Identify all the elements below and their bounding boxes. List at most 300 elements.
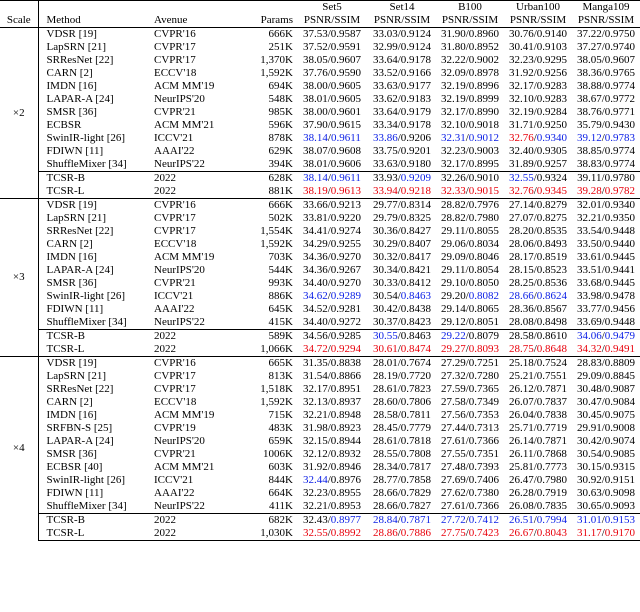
metric-set14 bbox=[368, 225, 436, 238]
metric-manga109 bbox=[572, 474, 640, 487]
psnr-value: 34.32 bbox=[576, 343, 602, 355]
psnr-value: 30.55 bbox=[372, 330, 398, 342]
metric-set14 bbox=[368, 277, 436, 290]
metric-set5 bbox=[296, 212, 368, 225]
table-row bbox=[0, 448, 640, 461]
ssim-value: 0.7829 bbox=[400, 487, 432, 499]
metric-set14 bbox=[368, 316, 436, 330]
metric-separator: / bbox=[601, 357, 605, 369]
ssim-value: 0.9008 bbox=[604, 422, 636, 434]
metric-separator: / bbox=[327, 251, 331, 263]
metric-separator: / bbox=[533, 119, 537, 131]
metric-separator: / bbox=[601, 172, 605, 184]
metric-separator: / bbox=[533, 67, 537, 79]
ssim-value: 0.7808 bbox=[400, 448, 432, 460]
metric-b100 bbox=[436, 106, 504, 119]
metric-set14 bbox=[368, 487, 436, 500]
ssim-value: 0.7994 bbox=[536, 514, 568, 526]
metric-separator: / bbox=[397, 500, 401, 512]
table-header bbox=[0, 1, 640, 28]
metric-separator: / bbox=[327, 41, 331, 53]
metric-separator: / bbox=[327, 435, 331, 447]
ssim-value: 0.9613 bbox=[330, 185, 362, 197]
metric-set5 bbox=[296, 500, 368, 514]
method-name: IMDN [16] bbox=[46, 80, 97, 92]
psnr-value: 32.17 bbox=[302, 383, 328, 395]
psnr-value: 34.29 bbox=[302, 238, 328, 250]
psnr-value: 33.86 bbox=[372, 132, 398, 144]
ssim-value: 0.8948 bbox=[330, 409, 362, 421]
ssim-value: 0.9345 bbox=[536, 185, 568, 197]
metric-b100 bbox=[436, 474, 504, 487]
ssim-value: 0.7366 bbox=[468, 435, 500, 447]
ssim-value: 0.9305 bbox=[536, 145, 568, 157]
method-name: IMDN [16] bbox=[46, 409, 97, 421]
metric-urban100 bbox=[504, 330, 572, 344]
metric-urban100 bbox=[504, 158, 572, 172]
ssim-value: 0.9124 bbox=[400, 41, 432, 53]
metric-separator: / bbox=[397, 28, 401, 40]
metric-manga109 bbox=[572, 238, 640, 251]
header-metric-set5: PSNR/SSIM bbox=[296, 14, 368, 28]
psnr-value: 27.61 bbox=[440, 500, 466, 512]
ssim-value: 0.8421 bbox=[400, 264, 432, 276]
method-name: TCSR-L bbox=[46, 343, 85, 355]
metric-separator: / bbox=[465, 251, 469, 263]
ssim-value: 0.7423 bbox=[468, 527, 500, 539]
metric-set14 bbox=[368, 330, 436, 344]
ssim-value: 0.8995 bbox=[468, 158, 500, 170]
metric-separator: / bbox=[533, 290, 537, 302]
psnr-value: 32.40 bbox=[508, 145, 534, 157]
psnr-value: 31.80 bbox=[440, 41, 466, 53]
psnr-value: 33.64 bbox=[372, 54, 398, 66]
ssim-value: 0.7871 bbox=[400, 514, 432, 526]
psnr-value: 34.72 bbox=[302, 343, 328, 355]
ssim-value: 0.8610 bbox=[536, 330, 568, 342]
header-manga109: Manga109 bbox=[572, 1, 640, 15]
table-row bbox=[0, 41, 640, 54]
ssim-value: 0.9218 bbox=[400, 185, 432, 197]
ssim-value: 0.9250 bbox=[536, 119, 568, 131]
venue: 2022 bbox=[150, 172, 242, 186]
metric-manga109 bbox=[572, 251, 640, 264]
venue: 2022 bbox=[150, 514, 242, 528]
metric-urban100 bbox=[504, 422, 572, 435]
params-count: 629K bbox=[268, 145, 293, 157]
ssim-value: 0.9491 bbox=[604, 343, 636, 355]
metric-separator: / bbox=[397, 251, 401, 263]
venue: ACM MM'19 bbox=[154, 80, 215, 92]
header-metric-urban100: PSNR/SSIM bbox=[504, 14, 572, 28]
ssim-value: 0.8944 bbox=[330, 435, 362, 447]
metric-set14 bbox=[368, 199, 436, 213]
venue: CVPR'17 bbox=[154, 54, 196, 66]
psnr-value: 38.76 bbox=[576, 106, 602, 118]
metric-manga109 bbox=[572, 119, 640, 132]
ssim-value: 0.8960 bbox=[468, 28, 500, 40]
psnr-value: 32.76 bbox=[508, 132, 534, 144]
psnr-value: 28.58 bbox=[373, 409, 398, 421]
metric-separator: / bbox=[327, 290, 331, 302]
method-name: TCSR-B bbox=[38, 330, 150, 344]
psnr-value: 27.58 bbox=[440, 396, 466, 408]
metric-manga109 bbox=[572, 303, 640, 316]
ssim-value: 0.9010 bbox=[468, 172, 500, 184]
metric-manga109 bbox=[572, 264, 640, 277]
psnr-value: 27.72 bbox=[440, 514, 466, 526]
ssim-value: 0.9780 bbox=[604, 172, 635, 184]
ssim-value: 0.9607 bbox=[330, 54, 362, 66]
metric-manga109 bbox=[572, 67, 640, 80]
ssim-value: 0.8999 bbox=[468, 93, 500, 105]
metric-urban100 bbox=[504, 514, 572, 528]
metric-b100 bbox=[436, 277, 504, 290]
metric-set5 bbox=[296, 330, 368, 344]
metric-set5 bbox=[296, 80, 368, 93]
metric-separator: / bbox=[397, 474, 401, 486]
psnr-value: 28.61 bbox=[372, 383, 398, 395]
ssim-value: 0.9178 bbox=[400, 119, 432, 131]
metric-separator: / bbox=[465, 330, 469, 342]
psnr-value: 25.21 bbox=[508, 370, 534, 382]
psnr-value: 28.08 bbox=[508, 316, 534, 328]
metric-b100 bbox=[436, 461, 504, 474]
psnr-value: 38.07 bbox=[302, 145, 328, 157]
metric-b100 bbox=[436, 158, 504, 172]
venue: NeurIPS'20 bbox=[154, 93, 205, 105]
method-name: LapSRN [21] bbox=[46, 370, 107, 382]
psnr-value: 29.12 bbox=[440, 316, 466, 328]
metric-separator: / bbox=[601, 93, 605, 105]
psnr-value: 32.21 bbox=[576, 212, 602, 224]
ssim-value: 0.9591 bbox=[330, 41, 362, 53]
scale-label: ×2 bbox=[0, 28, 38, 199]
metric-b100 bbox=[436, 514, 504, 528]
ssim-value: 0.9220 bbox=[330, 212, 362, 224]
psnr-value: 37.90 bbox=[302, 119, 328, 131]
metric-separator: / bbox=[601, 448, 605, 460]
ssim-value: 0.8054 bbox=[468, 264, 499, 276]
metric-separator: / bbox=[465, 225, 469, 237]
metric-separator: / bbox=[465, 28, 469, 40]
metric-separator: / bbox=[397, 303, 401, 315]
ssim-value: 0.7251 bbox=[468, 357, 500, 369]
ssim-value: 0.9605 bbox=[330, 80, 362, 92]
venue: ACM MM'21 bbox=[154, 119, 215, 131]
metric-separator: / bbox=[465, 527, 469, 539]
params-count: 993K bbox=[268, 277, 293, 289]
ssim-value: 0.7366 bbox=[468, 500, 500, 512]
ssim-value: 0.9272 bbox=[330, 316, 362, 328]
method-name: SMSR [36] bbox=[46, 106, 97, 118]
ssim-value: 0.8498 bbox=[536, 316, 568, 328]
metric-set5 bbox=[296, 158, 368, 172]
metric-separator: / bbox=[533, 316, 537, 328]
metric-separator: / bbox=[397, 383, 401, 395]
psnr-value: 34.36 bbox=[302, 264, 328, 276]
metric-separator: / bbox=[533, 474, 537, 486]
metric-separator: / bbox=[601, 290, 605, 302]
table-row bbox=[0, 357, 640, 371]
metric-separator: / bbox=[465, 54, 469, 66]
psnr-value: 28.20 bbox=[508, 225, 534, 237]
method-name: ShuffleMixer [34] bbox=[46, 158, 127, 170]
ssim-value: 0.7412 bbox=[468, 514, 500, 526]
metric-separator: / bbox=[601, 251, 605, 263]
ssim-value: 0.8523 bbox=[536, 264, 568, 276]
psnr-value: 33.54 bbox=[576, 225, 602, 237]
metric-separator: / bbox=[533, 158, 537, 170]
psnr-value: 28.84 bbox=[372, 514, 398, 526]
metric-separator: / bbox=[327, 370, 331, 382]
metric-manga109 bbox=[572, 145, 640, 158]
ssim-value: 0.9012 bbox=[468, 132, 500, 144]
metric-separator: / bbox=[601, 264, 605, 276]
metric-separator: / bbox=[465, 172, 469, 184]
metric-separator: / bbox=[465, 41, 469, 53]
metric-set14 bbox=[368, 132, 436, 145]
metric-urban100 bbox=[504, 343, 572, 357]
metric-separator: / bbox=[601, 145, 605, 157]
metric-urban100 bbox=[504, 370, 572, 383]
method-name: SwinIR-light [26] bbox=[46, 290, 126, 302]
metric-separator: / bbox=[601, 316, 605, 328]
psnr-value: 33.64 bbox=[372, 106, 398, 118]
metric-b100 bbox=[436, 487, 504, 500]
metric-set5 bbox=[296, 409, 368, 422]
metric-set14 bbox=[368, 119, 436, 132]
header-b100: B100 bbox=[436, 1, 504, 15]
ssim-value: 0.7858 bbox=[400, 474, 432, 486]
psnr-value: 33.03 bbox=[372, 28, 398, 40]
ssim-value: 0.9183 bbox=[400, 93, 432, 105]
ssim-value: 0.9607 bbox=[604, 54, 636, 66]
metric-separator: / bbox=[601, 54, 605, 66]
psnr-value: 32.17 bbox=[508, 80, 534, 92]
metric-set5 bbox=[296, 28, 368, 42]
metric-set5 bbox=[296, 487, 368, 500]
metric-separator: / bbox=[327, 409, 331, 421]
metric-separator: / bbox=[397, 158, 401, 170]
metric-separator: / bbox=[327, 119, 331, 131]
psnr-value: 27.61 bbox=[440, 435, 466, 447]
metric-set14 bbox=[368, 172, 436, 186]
ssim-value: 0.7674 bbox=[400, 357, 432, 369]
psnr-value: 32.10 bbox=[440, 119, 466, 131]
psnr-value: 25.18 bbox=[508, 357, 534, 369]
metric-b100 bbox=[436, 54, 504, 67]
ssim-value: 0.9590 bbox=[330, 67, 362, 79]
metric-separator: / bbox=[397, 448, 401, 460]
ssim-value: 0.9177 bbox=[400, 80, 432, 92]
metric-set14 bbox=[368, 106, 436, 119]
venue: CVPR'21 bbox=[154, 448, 196, 460]
psnr-value: 37.53 bbox=[302, 28, 328, 40]
ssim-value: 0.8535 bbox=[536, 225, 568, 237]
params-count: 1,066K bbox=[260, 343, 293, 355]
table-row bbox=[0, 251, 640, 264]
metric-separator: / bbox=[465, 80, 469, 92]
metric-urban100 bbox=[504, 106, 572, 119]
params-count: 878K bbox=[268, 132, 293, 144]
metric-urban100 bbox=[504, 67, 572, 80]
metric-urban100 bbox=[504, 199, 572, 213]
venue: 2022 bbox=[154, 343, 176, 355]
psnr-value: 26.12 bbox=[508, 383, 534, 395]
metric-set5 bbox=[296, 527, 368, 541]
psnr-value: 26.14 bbox=[508, 435, 534, 447]
metric-set14 bbox=[368, 474, 436, 487]
ssim-value: 0.8648 bbox=[536, 343, 568, 355]
method-name: ShuffleMixer [34] bbox=[46, 500, 127, 512]
metric-b100 bbox=[436, 422, 504, 435]
metric-separator: / bbox=[327, 67, 331, 79]
ssim-value: 0.8976 bbox=[330, 474, 362, 486]
metric-b100 bbox=[436, 290, 504, 303]
metric-separator: / bbox=[327, 212, 331, 224]
ssim-value: 0.8438 bbox=[400, 303, 432, 315]
venue: NeurIPS'22 bbox=[154, 158, 205, 170]
metric-manga109 bbox=[572, 106, 640, 119]
metric-separator: / bbox=[601, 422, 605, 434]
venue: NeurIPS'20 bbox=[154, 264, 205, 276]
metric-separator: / bbox=[601, 514, 605, 526]
metric-separator: / bbox=[465, 212, 469, 224]
metric-set5 bbox=[296, 251, 368, 264]
metric-separator: / bbox=[397, 225, 401, 237]
psnr-value: 28.45 bbox=[372, 422, 398, 434]
params-count: 985K bbox=[268, 106, 293, 118]
psnr-value: 33.62 bbox=[372, 93, 398, 105]
psnr-value: 33.66 bbox=[302, 199, 328, 211]
params-count: 844K bbox=[268, 474, 293, 486]
metric-urban100 bbox=[504, 172, 572, 186]
ssim-value: 0.8978 bbox=[468, 67, 500, 79]
ssim-value: 0.9178 bbox=[400, 54, 432, 66]
venue: CVPR'17 bbox=[154, 41, 196, 53]
psnr-value: 32.23 bbox=[508, 54, 534, 66]
psnr-value: 32.15 bbox=[302, 435, 328, 447]
metric-set5 bbox=[296, 435, 368, 448]
psnr-value: 25.81 bbox=[508, 461, 534, 473]
table-row bbox=[0, 212, 640, 225]
metric-separator: / bbox=[601, 238, 605, 250]
metric-separator: / bbox=[397, 422, 401, 434]
metric-manga109 bbox=[572, 370, 640, 383]
params-count: 589K bbox=[242, 330, 296, 344]
ssim-value: 0.8279 bbox=[536, 199, 568, 211]
psnr-value: 33.81 bbox=[302, 212, 328, 224]
proposed-row bbox=[0, 185, 640, 199]
psnr-value: 39.11 bbox=[577, 172, 602, 184]
ssim-value: 0.9611 bbox=[330, 172, 361, 184]
header-params: Params bbox=[242, 1, 296, 28]
venue: ICCV'21 bbox=[154, 290, 194, 302]
ssim-value: 0.8065 bbox=[468, 303, 500, 315]
metric-separator: / bbox=[533, 93, 537, 105]
metric-urban100 bbox=[504, 225, 572, 238]
ssim-value: 0.9782 bbox=[604, 185, 636, 197]
method-name: SRResNet [22] bbox=[46, 225, 114, 237]
ssim-value: 0.8955 bbox=[330, 487, 362, 499]
psnr-value: 33.77 bbox=[576, 303, 602, 315]
table-row bbox=[0, 474, 640, 487]
metric-separator: / bbox=[533, 383, 537, 395]
venue: ICCV'21 bbox=[154, 474, 194, 486]
ssim-value: 0.9074 bbox=[604, 435, 636, 447]
metric-separator: / bbox=[601, 28, 605, 40]
metric-b100 bbox=[436, 303, 504, 316]
psnr-value: 33.34 bbox=[372, 119, 398, 131]
metric-separator: / bbox=[327, 316, 331, 328]
ssim-value: 0.9213 bbox=[330, 199, 362, 211]
metric-set14 bbox=[368, 383, 436, 396]
metric-separator: / bbox=[327, 330, 331, 342]
ssim-value: 0.9255 bbox=[330, 238, 362, 250]
metric-manga109 bbox=[572, 185, 640, 199]
ssim-value: 0.7353 bbox=[468, 409, 500, 421]
table-row bbox=[0, 290, 640, 303]
params-count: 548K bbox=[268, 93, 293, 105]
metric-set5 bbox=[296, 461, 368, 474]
metric-separator: / bbox=[327, 54, 331, 66]
ssim-value: 0.9084 bbox=[604, 396, 636, 408]
ssim-value: 0.8034 bbox=[468, 238, 500, 250]
psnr-value: 38.01 bbox=[302, 93, 328, 105]
ssim-value: 0.9257 bbox=[536, 158, 568, 170]
metric-set5 bbox=[296, 225, 368, 238]
metric-urban100 bbox=[504, 396, 572, 409]
ssim-value: 0.8809 bbox=[604, 357, 636, 369]
ssim-value: 0.7806 bbox=[400, 396, 432, 408]
proposed-row bbox=[0, 527, 640, 541]
metric-separator: / bbox=[533, 500, 537, 512]
venue: 2022 bbox=[150, 330, 242, 344]
psnr-value: 37.27 bbox=[576, 41, 602, 53]
metric-separator: / bbox=[465, 474, 469, 486]
psnr-value: 26.28 bbox=[508, 487, 534, 499]
psnr-value: 38.67 bbox=[576, 93, 602, 105]
psnr-value: 30.54 bbox=[576, 448, 602, 460]
metric-separator: / bbox=[397, 277, 401, 289]
metric-manga109 bbox=[572, 225, 640, 238]
psnr-value: 38.00 bbox=[302, 106, 328, 118]
metric-separator: / bbox=[465, 199, 469, 211]
metric-separator: / bbox=[465, 238, 469, 250]
ssim-value: 0.8427 bbox=[400, 225, 432, 237]
psnr-value: 33.51 bbox=[576, 264, 602, 276]
metric-separator: / bbox=[327, 383, 331, 395]
venue: CVPR'19 bbox=[154, 422, 196, 434]
psnr-value: 30.61 bbox=[372, 343, 398, 355]
method-name: FDIWN [11] bbox=[46, 303, 104, 315]
metric-separator: / bbox=[327, 145, 331, 157]
metric-set5 bbox=[296, 132, 368, 145]
metric-separator: / bbox=[327, 158, 331, 170]
metric-separator: / bbox=[601, 527, 605, 539]
metric-urban100 bbox=[504, 41, 572, 54]
ssim-value: 0.9606 bbox=[330, 158, 362, 170]
metric-separator: / bbox=[533, 396, 537, 408]
metric-separator: / bbox=[601, 383, 605, 395]
table-row bbox=[0, 93, 640, 106]
metric-separator: / bbox=[465, 500, 469, 512]
ssim-value: 0.9605 bbox=[330, 93, 362, 105]
ssim-value: 0.9270 bbox=[330, 277, 362, 289]
metric-separator: / bbox=[327, 28, 331, 40]
ssim-value: 0.9615 bbox=[330, 119, 362, 131]
